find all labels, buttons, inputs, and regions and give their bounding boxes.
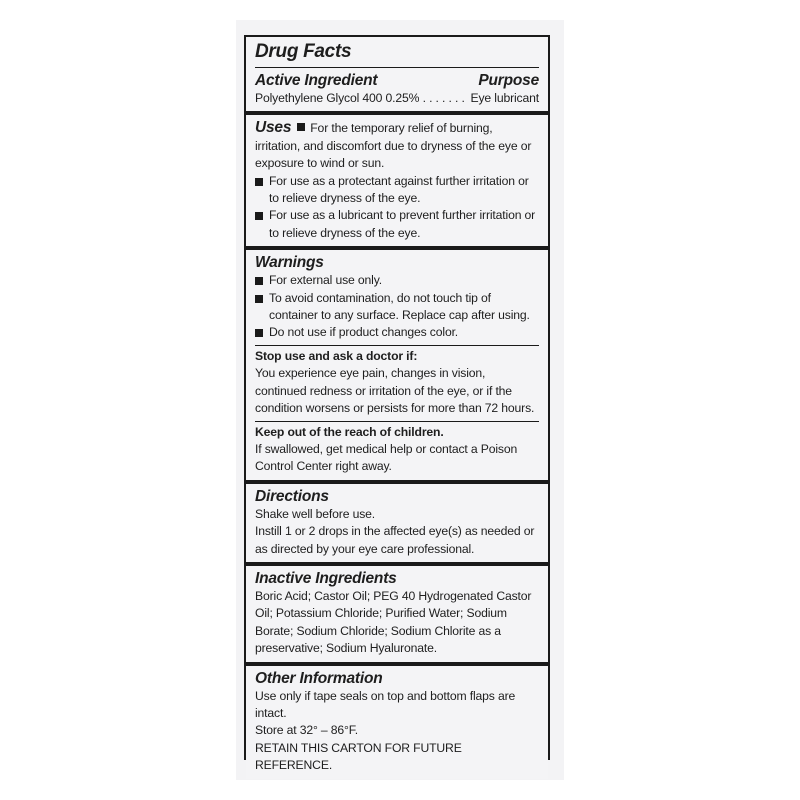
- bullet-square-icon: [255, 212, 263, 220]
- warnings-section: [246, 250, 548, 479]
- active-ingredient-header: [255, 71, 539, 90]
- uses-first-item: [255, 118, 539, 172]
- warning-item-text: Do not use if product changes color.: [269, 325, 459, 340]
- uses-item: [255, 173, 539, 208]
- warning-item: [255, 272, 539, 289]
- inactive-ingredients-heading: Inactive Ingredients: [255, 569, 397, 587]
- active-ingredient-row: [255, 90, 539, 107]
- uses-item: [255, 207, 539, 242]
- other-information-line: RETAIN THIS CARTON FOR FUTURE REFERENCE.: [255, 740, 462, 773]
- bullet-square-icon: [255, 277, 263, 285]
- active-ingredient-section: [246, 37, 548, 111]
- active-ingredient-purpose: Eye lubricant: [470, 91, 539, 105]
- directions-heading: Directions: [255, 487, 329, 505]
- directions-line: Instill 1 or 2 drops in the affected eye(s) as needed or as directed by your eye care professional.: [255, 524, 535, 556]
- active-ingredient-name: Polyethylene Glycol 400 0.25%: [255, 91, 420, 105]
- other-information-heading: Other Information: [255, 669, 383, 687]
- uses-heading: Uses: [255, 119, 292, 137]
- uses-section: [246, 115, 548, 246]
- keep-out-text: If swallowed, get medical help or contact a Poison Control Center right away.: [255, 441, 518, 474]
- warning-item-text: To avoid contamination, do not touch tip of container to any surface. Replace cap after using.: [269, 290, 530, 323]
- warnings-heading: Warnings: [255, 254, 324, 272]
- uses-item-text: For the temporary relief of burning, irritation, and discomfort due to dryness of the eye or exposure to wind or sun.: [255, 121, 532, 171]
- bullet-square-icon: [255, 178, 263, 186]
- purpose-heading: Purpose: [478, 72, 539, 89]
- directions-line: Shake well before use.: [255, 506, 376, 521]
- drug-facts-panel: [244, 35, 550, 773]
- bullet-square-icon: [297, 123, 305, 131]
- inactive-ingredients-text: Boric Acid; Castor Oil; PEG 40 Hydrogenated Castor Oil; Potassium Chloride; Purified Water; Sodium Borate; Sodium Chloride; Sodium Chlorite as a preservative; Sodium Hyaluronate.: [255, 588, 532, 656]
- bullet-square-icon: [255, 329, 263, 337]
- uses-item-text: For use as a lubricant to prevent further irritation or to relieve dryness of the eye.: [269, 208, 536, 240]
- bullet-square-icon: [255, 295, 263, 303]
- active-ingredient-heading: Active Ingredient: [255, 72, 378, 89]
- stop-use-heading: Stop use and ask a doctor if:: [255, 348, 418, 363]
- stop-use-text: You experience eye pain, changes in vision, continued redness or irritation of the eye, or if the condition worsens or persists for more than 72 hours.: [255, 366, 535, 416]
- directions-section: [246, 484, 548, 562]
- divider: [255, 345, 539, 346]
- inactive-ingredients-section: [246, 566, 548, 662]
- warning-item: [255, 324, 539, 341]
- drug-facts-title: Drug Facts: [255, 39, 539, 68]
- keep-out-heading: Keep out of the reach of children.: [255, 424, 444, 439]
- other-information-line: Store at 32° – 86°F.: [255, 723, 358, 738]
- warning-item-text: For external use only.: [269, 273, 382, 288]
- leader-dots: . . . . . . .: [422, 91, 465, 105]
- divider: [255, 421, 539, 422]
- other-information-section: [246, 666, 548, 779]
- warning-item: [255, 290, 539, 325]
- uses-item-text: For use as a protectant against further irritation or to relieve dryness of the eye.: [269, 173, 529, 206]
- other-information-line: Use only if tape seals on top and bottom flaps are intact.: [255, 688, 516, 720]
